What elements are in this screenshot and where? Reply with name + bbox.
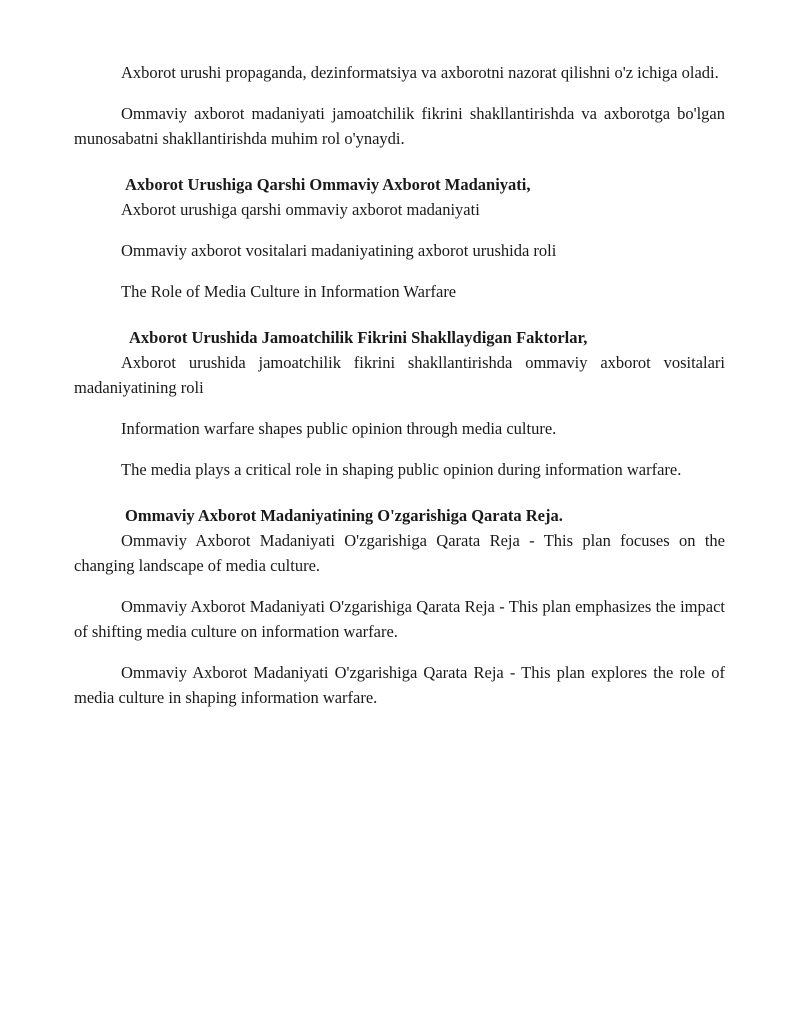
section2-paragraph-1: Axborot urushida jamoatchilik fikrini shakllantirishda ommaviy axborot vositalari madaniyatining roli <box>74 353 725 397</box>
section-heading-3: Ommaviy Axborot Madaniyatining O'zgarishiga Qarata Reja. <box>125 506 563 525</box>
section-heading-2: Axborot Urushida Jamoatchilik Fikrini Shakllaydigan Faktorlar, <box>129 328 588 347</box>
section1-paragraph-2: Ommaviy axborot vositalari madaniyatining axborot urushida roli <box>121 241 557 260</box>
document-page <box>74 60 725 710</box>
paragraph-intro-2: Ommaviy axborot madaniyati jamoatchilik fikrini shakllantirishda va axborotga bo'lgan munosabatni shakllantirishda muhim rol o'ynaydi. <box>74 104 725 148</box>
section1-paragraph-3: The Role of Media Culture in Information Warfare <box>121 282 457 301</box>
section3-paragraph-1: Ommaviy Axborot Madaniyati O'zgarishiga Qarata Reja - This plan focuses on the changing landscape of media culture. <box>74 531 725 575</box>
paragraph-intro-1: Axborot urushi propaganda, dezinformatsiya va axborotni nazorat qilishni o'z ichiga oladi. <box>121 63 719 82</box>
section2-paragraph-2: Information warfare shapes public opinion through media culture. <box>121 419 557 438</box>
section3-paragraph-2: Ommaviy Axborot Madaniyati O'zgarishiga Qarata Reja - This plan emphasizes the impact of shifting media culture on information warfare. <box>74 597 725 641</box>
section1-paragraph-1: Axborot urushiga qarshi ommaviy axborot madaniyati <box>121 200 480 219</box>
section-heading-1: Axborot Urushiga Qarshi Ommaviy Axborot Madaniyati, <box>125 175 531 194</box>
section2-paragraph-3: The media plays a critical role in shaping public opinion during information warfare. <box>121 460 682 479</box>
section3-paragraph-3: Ommaviy Axborot Madaniyati O'zgarishiga Qarata Reja - This plan explores the role of media culture in shaping information warfare. <box>74 663 725 707</box>
